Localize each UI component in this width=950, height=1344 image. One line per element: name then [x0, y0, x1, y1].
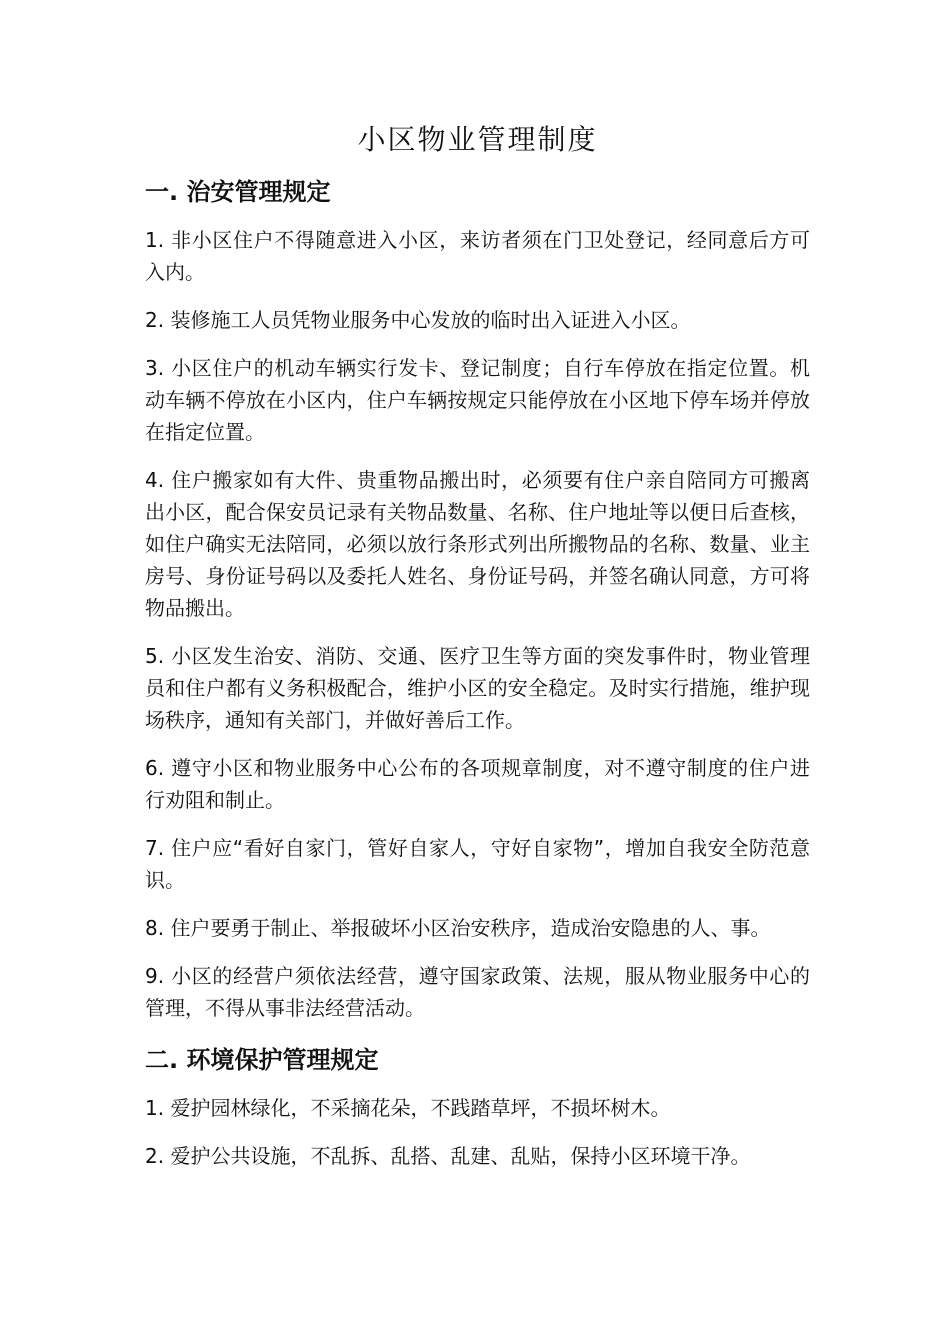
- environment-item-1: 1. 爱护园林绿化，不采摘花朵，不践踏草坪，不损坏树木。: [145, 1096, 671, 1120]
- section-heading-environment: 二. 环境保护管理规定: [145, 1046, 379, 1074]
- section-security: [145, 172, 810, 1024]
- security-item-4: 4. 住户搬家如有大件、贵重物品搬出时，必须要有住户亲自陪同方可搬离出小区，配合保安员记录有关物品数量、名称、住户地址等以便日后查核，如住户确实无法陪同，必须以放行条形式列出所搬物品的名称、数量、业主房号、身份证号码以及委托人姓名、身份证号码，并签名确认同意，方可将物品搬出。: [145, 468, 810, 620]
- security-item-9: 9. 小区的经营户须依法经营，遵守国家政策、法规，服从物业服务中心的管理，不得从事非法经营活动。: [145, 964, 810, 1020]
- security-item-2: 2. 装修施工人员凭物业服务中心发放的临时出入证进入小区。: [145, 308, 691, 332]
- security-item-6: 6. 遵守小区和物业服务中心公布的各项规章制度，对不遵守制度的住户进行劝阻和制止。: [145, 756, 810, 812]
- document-title: 小区物业管理制度: [357, 123, 598, 156]
- security-item-8: 8. 住户要勇于制止、举报破坏小区治安秩序，造成治安隐患的人、事。: [145, 916, 771, 940]
- section-heading-security: 一. 治安管理规定: [145, 178, 331, 206]
- security-item-1: 1. 非小区住户不得随意进入小区，来访者须在门卫处登记，经同意后方可入内。: [145, 228, 810, 284]
- security-item-3: 3. 小区住户的机动车辆实行发卡、登记制度；自行车停放在指定位置。机动车辆不停放在小区内，住户车辆按规定只能停放在小区地下停车场并停放在指定位置。: [145, 356, 810, 444]
- security-item-5: 5. 小区发生治安、消防、交通、医疗卫生等方面的突发事件时，物业管理员和住户都有义务积极配合，维护小区的安全稳定。及时实行措施，维护现场秩序，通知有关部门，并做好善后工作。: [145, 644, 810, 732]
- security-item-7: 7. 住户应“看好自家门，管好自家人，守好自家物”，增加自我安全防范意识。: [145, 836, 810, 892]
- section-environment: [145, 1040, 810, 1172]
- environment-item-2: 2. 爱护公共设施，不乱拆、乱搭、乱建、乱贴，保持小区环境干净。: [145, 1144, 751, 1168]
- document-page: [145, 118, 810, 1188]
